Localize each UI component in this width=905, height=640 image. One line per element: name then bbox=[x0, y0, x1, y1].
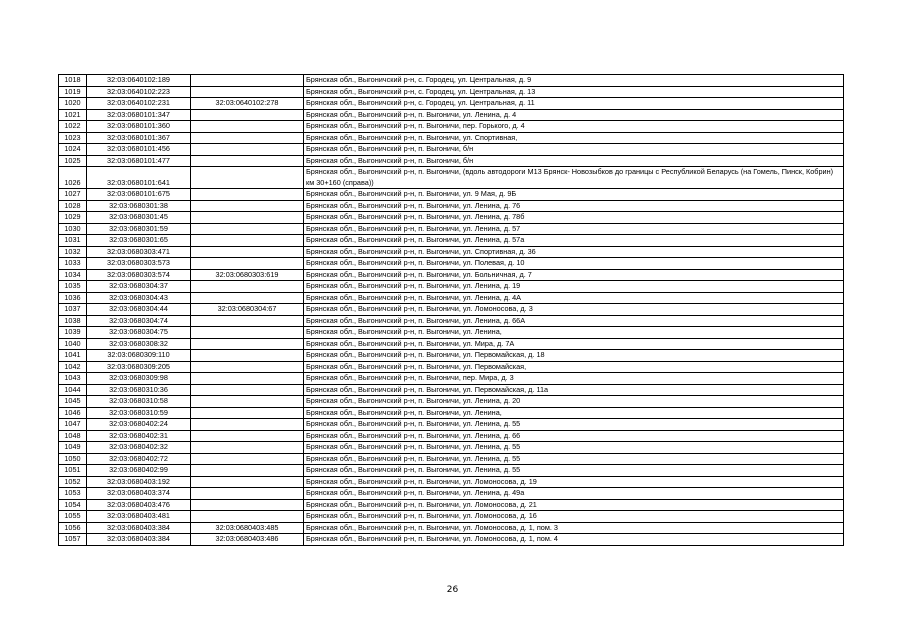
table-row bbox=[59, 212, 844, 224]
cadastral-number-cell: 32:03:0680304:75 bbox=[87, 327, 191, 339]
row-number-cell: 1024 bbox=[59, 144, 87, 156]
register-table bbox=[58, 74, 844, 546]
related-cadastral-number-cell bbox=[191, 396, 304, 408]
address-cell: Брянская обл., Выгоничский р-н, п. Выгоничи, пер. Горького, д. 4 bbox=[304, 121, 844, 133]
related-cadastral-number-cell bbox=[191, 109, 304, 121]
cadastral-number-cell: 32:03:0680101:477 bbox=[87, 155, 191, 167]
address-cell: Брянская обл., Выгоничский р-н, п. Выгоничи, ул. Ленина, д. 66А bbox=[304, 315, 844, 327]
table-row bbox=[59, 281, 844, 293]
cadastral-number-cell: 32:03:0680101:347 bbox=[87, 109, 191, 121]
row-number-cell: 1045 bbox=[59, 396, 87, 408]
address-cell: Брянская обл., Выгоничский р-н, п. Выгоничи, ул. Ломоносова, д. 21 bbox=[304, 499, 844, 511]
table-row bbox=[59, 315, 844, 327]
related-cadastral-number-cell bbox=[191, 75, 304, 87]
cadastral-number-cell: 32:03:0680303:573 bbox=[87, 258, 191, 270]
row-number-cell: 1043 bbox=[59, 373, 87, 385]
table-row bbox=[59, 361, 844, 373]
cadastral-number-cell: 32:03:0680402:32 bbox=[87, 442, 191, 454]
table-row bbox=[59, 338, 844, 350]
table-row bbox=[59, 499, 844, 511]
row-number-cell: 1030 bbox=[59, 223, 87, 235]
row-number-cell: 1037 bbox=[59, 304, 87, 316]
cadastral-number-cell: 32:03:0640102:223 bbox=[87, 86, 191, 98]
related-cadastral-number-cell bbox=[191, 488, 304, 500]
cadastral-number-cell: 32:03:0680101:641 bbox=[87, 167, 191, 189]
table-row bbox=[59, 75, 844, 87]
table-row bbox=[59, 453, 844, 465]
row-number-cell: 1019 bbox=[59, 86, 87, 98]
related-cadastral-number-cell bbox=[191, 155, 304, 167]
address-cell: Брянская обл., Выгоничский р-н, п. Выгоничи, ул. Ленина, д. 76 bbox=[304, 200, 844, 212]
cadastral-number-cell: 32:03:0680403:481 bbox=[87, 511, 191, 523]
address-cell: Брянская обл., Выгоничский р-н, п. Выгоничи, ул. Ленина, д. 55 bbox=[304, 442, 844, 454]
address-cell: Брянская обл., Выгоничский р-н, п. Выгоничи, ул. Ленина, д. 55 bbox=[304, 419, 844, 431]
address-cell: Брянская обл., Выгоничский р-н, п. Выгоничи, ул. Ломоносова, д. 16 bbox=[304, 511, 844, 523]
table-row bbox=[59, 144, 844, 156]
row-number-cell: 1048 bbox=[59, 430, 87, 442]
related-cadastral-number-cell bbox=[191, 465, 304, 477]
cadastral-number-cell: 32:03:0680301:59 bbox=[87, 223, 191, 235]
register-table-body bbox=[59, 75, 844, 546]
related-cadastral-number-cell: 32:03:0680403:485 bbox=[191, 522, 304, 534]
row-number-cell: 1038 bbox=[59, 315, 87, 327]
related-cadastral-number-cell bbox=[191, 511, 304, 523]
address-cell: Брянская обл., Выгоничский р-н, п. Выгоничи, ул. Ленина, д. 19 bbox=[304, 281, 844, 293]
row-number-cell: 1023 bbox=[59, 132, 87, 144]
address-cell: Брянская обл., Выгоничский р-н, п. Выгоничи, б/н bbox=[304, 144, 844, 156]
address-cell: Брянская обл., Выгоничский р-н, п. Выгоничи, пер. Мира, д. 3 bbox=[304, 373, 844, 385]
table-row bbox=[59, 167, 844, 189]
related-cadastral-number-cell bbox=[191, 223, 304, 235]
related-cadastral-number-cell bbox=[191, 315, 304, 327]
row-number-cell: 1034 bbox=[59, 269, 87, 281]
table-row bbox=[59, 121, 844, 133]
address-cell: Брянская обл., Выгоничский р-н, п. Выгоничи, (вдоль автодороги М13 Брянск- Новозыбков до границы с Республикой Беларусь (на Гомель, Пинск, Кобрин) км 30+160 (справа)) bbox=[304, 167, 844, 189]
cadastral-number-cell: 32:03:0680101:456 bbox=[87, 144, 191, 156]
table-row bbox=[59, 155, 844, 167]
related-cadastral-number-cell bbox=[191, 132, 304, 144]
row-number-cell: 1031 bbox=[59, 235, 87, 247]
related-cadastral-number-cell bbox=[191, 499, 304, 511]
address-cell: Брянская обл., Выгоничский р-н, п. Выгоничи, ул. Ленина, д. 57 bbox=[304, 223, 844, 235]
address-cell: Брянская обл., Выгоничский р-н, п. Выгоничи, ул. Спортивная, д. 36 bbox=[304, 246, 844, 258]
cadastral-number-cell: 32:03:0680403:384 bbox=[87, 534, 191, 546]
row-number-cell: 1041 bbox=[59, 350, 87, 362]
row-number-cell: 1033 bbox=[59, 258, 87, 270]
row-number-cell: 1057 bbox=[59, 534, 87, 546]
address-cell: Брянская обл., Выгоничский р-н, п. Выгоничи, ул. Ленина, bbox=[304, 327, 844, 339]
row-number-cell: 1046 bbox=[59, 407, 87, 419]
row-number-cell: 1035 bbox=[59, 281, 87, 293]
related-cadastral-number-cell: 32:03:0680403:486 bbox=[191, 534, 304, 546]
cadastral-number-cell: 32:03:0680402:99 bbox=[87, 465, 191, 477]
related-cadastral-number-cell bbox=[191, 86, 304, 98]
related-cadastral-number-cell bbox=[191, 338, 304, 350]
cadastral-number-cell: 32:03:0680303:471 bbox=[87, 246, 191, 258]
address-cell: Брянская обл., Выгоничский р-н, п. Выгоничи, б/н bbox=[304, 155, 844, 167]
related-cadastral-number-cell bbox=[191, 144, 304, 156]
row-number-cell: 1028 bbox=[59, 200, 87, 212]
table-row bbox=[59, 235, 844, 247]
cadastral-number-cell: 32:03:0640102:189 bbox=[87, 75, 191, 87]
cadastral-number-cell: 32:03:0680403:374 bbox=[87, 488, 191, 500]
table-row bbox=[59, 442, 844, 454]
address-cell: Брянская обл., Выгоничский р-н, с. Городец, ул. Центральная, д. 9 bbox=[304, 75, 844, 87]
row-number-cell: 1029 bbox=[59, 212, 87, 224]
table-row bbox=[59, 396, 844, 408]
related-cadastral-number-cell: 32:03:0680303:619 bbox=[191, 269, 304, 281]
related-cadastral-number-cell bbox=[191, 292, 304, 304]
table-row bbox=[59, 419, 844, 431]
table-row bbox=[59, 511, 844, 523]
address-cell: Брянская обл., Выгоничский р-н, п. Выгоничи, ул. Ленина, д. 55 bbox=[304, 465, 844, 477]
address-cell: Брянская обл., Выгоничский р-н, п. Выгоничи, ул. Ленина, д. 78б bbox=[304, 212, 844, 224]
cadastral-number-cell: 32:03:0680301:45 bbox=[87, 212, 191, 224]
row-number-cell: 1036 bbox=[59, 292, 87, 304]
related-cadastral-number-cell bbox=[191, 419, 304, 431]
table-row bbox=[59, 258, 844, 270]
related-cadastral-number-cell bbox=[191, 246, 304, 258]
cadastral-number-cell: 32:03:0680301:65 bbox=[87, 235, 191, 247]
address-cell: Брянская обл., Выгоничский р-н, п. Выгоничи, ул. Ленина, д. 49а bbox=[304, 488, 844, 500]
address-cell: Брянская обл., Выгоничский р-н, с. Городец, ул. Центральная, д. 11 bbox=[304, 98, 844, 110]
related-cadastral-number-cell bbox=[191, 327, 304, 339]
address-cell: Брянская обл., Выгоничский р-н, п. Выгоничи, ул. Ломоносова, д. 3 bbox=[304, 304, 844, 316]
cadastral-number-cell: 32:03:0680403:384 bbox=[87, 522, 191, 534]
table-row bbox=[59, 476, 844, 488]
cadastral-number-cell: 32:03:0680309:110 bbox=[87, 350, 191, 362]
address-cell: Брянская обл., Выгоничский р-н, п. Выгоничи, ул. Ломоносова, д. 1, пом. 4 bbox=[304, 534, 844, 546]
table-row bbox=[59, 465, 844, 477]
table-row bbox=[59, 292, 844, 304]
related-cadastral-number-cell bbox=[191, 476, 304, 488]
cadastral-number-cell: 32:03:0680304:43 bbox=[87, 292, 191, 304]
row-number-cell: 1018 bbox=[59, 75, 87, 87]
table-row bbox=[59, 373, 844, 385]
related-cadastral-number-cell bbox=[191, 200, 304, 212]
cadastral-number-cell: 32:03:0680402:72 bbox=[87, 453, 191, 465]
address-cell: Брянская обл., Выгоничский р-н, п. Выгоничи, ул. Ленина, д. 20 bbox=[304, 396, 844, 408]
cadastral-number-cell: 32:03:0680309:98 bbox=[87, 373, 191, 385]
table-row bbox=[59, 384, 844, 396]
table-row bbox=[59, 109, 844, 121]
row-number-cell: 1053 bbox=[59, 488, 87, 500]
cadastral-number-cell: 32:03:0680101:675 bbox=[87, 189, 191, 201]
cadastral-number-cell: 32:03:0680301:38 bbox=[87, 200, 191, 212]
cadastral-number-cell: 32:03:0680304:74 bbox=[87, 315, 191, 327]
related-cadastral-number-cell bbox=[191, 430, 304, 442]
address-cell: Брянская обл., Выгоничский р-н, п. Выгоничи, ул. Ленина, д. 4 bbox=[304, 109, 844, 121]
row-number-cell: 1051 bbox=[59, 465, 87, 477]
row-number-cell: 1050 bbox=[59, 453, 87, 465]
address-cell: Брянская обл., Выгоничский р-н, п. Выгоничи, ул. Мира, д. 7А bbox=[304, 338, 844, 350]
related-cadastral-number-cell: 32:03:0640102:278 bbox=[191, 98, 304, 110]
row-number-cell: 1047 bbox=[59, 419, 87, 431]
related-cadastral-number-cell bbox=[191, 361, 304, 373]
table-row bbox=[59, 269, 844, 281]
row-number-cell: 1027 bbox=[59, 189, 87, 201]
address-cell: Брянская обл., Выгоничский р-н, п. Выгоничи, ул. Ленина, bbox=[304, 407, 844, 419]
cadastral-number-cell: 32:03:0680402:31 bbox=[87, 430, 191, 442]
cadastral-number-cell: 32:03:0680310:59 bbox=[87, 407, 191, 419]
address-cell: Брянская обл., Выгоничский р-н, п. Выгоничи, ул. Ленина, д. 66 bbox=[304, 430, 844, 442]
table-row bbox=[59, 98, 844, 110]
table-row bbox=[59, 189, 844, 201]
cadastral-number-cell: 32:03:0640102:231 bbox=[87, 98, 191, 110]
related-cadastral-number-cell bbox=[191, 407, 304, 419]
related-cadastral-number-cell bbox=[191, 350, 304, 362]
cadastral-number-cell: 32:03:0680310:58 bbox=[87, 396, 191, 408]
table-row bbox=[59, 200, 844, 212]
address-cell: Брянская обл., Выгоничский р-н, п. Выгоничи, ул. Ленина, д. 55 bbox=[304, 453, 844, 465]
address-cell: Брянская обл., Выгоничский р-н, п. Выгоничи, ул. Больничная, д. 7 bbox=[304, 269, 844, 281]
cadastral-number-cell: 32:03:0680309:205 bbox=[87, 361, 191, 373]
address-cell: Брянская обл., Выгоничский р-н, п. Выгоничи, ул. Первомайская, bbox=[304, 361, 844, 373]
row-number-cell: 1040 bbox=[59, 338, 87, 350]
address-cell: Брянская обл., Выгоничский р-н, п. Выгоничи, ул. Ленина, д. 4А bbox=[304, 292, 844, 304]
row-number-cell: 1054 bbox=[59, 499, 87, 511]
cadastral-number-cell: 32:03:0680308:32 bbox=[87, 338, 191, 350]
cadastral-number-cell: 32:03:0680403:192 bbox=[87, 476, 191, 488]
table-row bbox=[59, 534, 844, 546]
cadastral-number-cell: 32:03:0680303:574 bbox=[87, 269, 191, 281]
cadastral-number-cell: 32:03:0680304:44 bbox=[87, 304, 191, 316]
table-row bbox=[59, 522, 844, 534]
address-cell: Брянская обл., Выгоничский р-н, п. Выгоничи, ул. Ломоносова, д. 1, пом. 3 bbox=[304, 522, 844, 534]
table-row bbox=[59, 246, 844, 258]
related-cadastral-number-cell bbox=[191, 442, 304, 454]
address-cell: Брянская обл., Выгоничский р-н, п. Выгоничи, ул. 9 Мая, д. 9Б bbox=[304, 189, 844, 201]
row-number-cell: 1039 bbox=[59, 327, 87, 339]
related-cadastral-number-cell: 32:03:0680304:67 bbox=[191, 304, 304, 316]
related-cadastral-number-cell bbox=[191, 189, 304, 201]
table-row bbox=[59, 407, 844, 419]
address-cell: Брянская обл., Выгоничский р-н, п. Выгоничи, ул. Полевая, д. 10 bbox=[304, 258, 844, 270]
row-number-cell: 1022 bbox=[59, 121, 87, 133]
row-number-cell: 1032 bbox=[59, 246, 87, 258]
related-cadastral-number-cell bbox=[191, 167, 304, 189]
related-cadastral-number-cell bbox=[191, 384, 304, 396]
related-cadastral-number-cell bbox=[191, 121, 304, 133]
cadastral-number-cell: 32:03:0680101:367 bbox=[87, 132, 191, 144]
row-number-cell: 1042 bbox=[59, 361, 87, 373]
address-cell: Брянская обл., Выгоничский р-н, с. Городец, ул. Центральная, д. 13 bbox=[304, 86, 844, 98]
row-number-cell: 1020 bbox=[59, 98, 87, 110]
related-cadastral-number-cell bbox=[191, 235, 304, 247]
table-row bbox=[59, 327, 844, 339]
related-cadastral-number-cell bbox=[191, 373, 304, 385]
table-row bbox=[59, 304, 844, 316]
row-number-cell: 1049 bbox=[59, 442, 87, 454]
cadastral-number-cell: 32:03:0680402:24 bbox=[87, 419, 191, 431]
related-cadastral-number-cell bbox=[191, 258, 304, 270]
row-number-cell: 1044 bbox=[59, 384, 87, 396]
address-cell: Брянская обл., Выгоничский р-н, п. Выгоничи, ул. Спортивная, bbox=[304, 132, 844, 144]
table-row bbox=[59, 86, 844, 98]
cadastral-number-cell: 32:03:0680304:37 bbox=[87, 281, 191, 293]
row-number-cell: 1052 bbox=[59, 476, 87, 488]
cadastral-number-cell: 32:03:0680403:476 bbox=[87, 499, 191, 511]
cadastral-number-cell: 32:03:0680101:360 bbox=[87, 121, 191, 133]
cadastral-number-cell: 32:03:0680310:36 bbox=[87, 384, 191, 396]
address-cell: Брянская обл., Выгоничский р-н, п. Выгоничи, ул. Первомайская, д. 11а bbox=[304, 384, 844, 396]
row-number-cell: 1055 bbox=[59, 511, 87, 523]
row-number-cell: 1025 bbox=[59, 155, 87, 167]
address-cell: Брянская обл., Выгоничский р-н, п. Выгоничи, ул. Первомайская, д. 18 bbox=[304, 350, 844, 362]
table-row bbox=[59, 430, 844, 442]
page-number: 26 bbox=[446, 585, 459, 595]
related-cadastral-number-cell bbox=[191, 453, 304, 465]
table-row bbox=[59, 223, 844, 235]
address-cell: Брянская обл., Выгоничский р-н, п. Выгоничи, ул. Ленина, д. 57а bbox=[304, 235, 844, 247]
table-row bbox=[59, 350, 844, 362]
row-number-cell: 1021 bbox=[59, 109, 87, 121]
row-number-cell: 1056 bbox=[59, 522, 87, 534]
table-row bbox=[59, 132, 844, 144]
table-row bbox=[59, 488, 844, 500]
address-cell: Брянская обл., Выгоничский р-н, п. Выгоничи, ул. Ломоносова, д. 19 bbox=[304, 476, 844, 488]
row-number-cell: 1026 bbox=[59, 167, 87, 189]
related-cadastral-number-cell bbox=[191, 212, 304, 224]
related-cadastral-number-cell bbox=[191, 281, 304, 293]
